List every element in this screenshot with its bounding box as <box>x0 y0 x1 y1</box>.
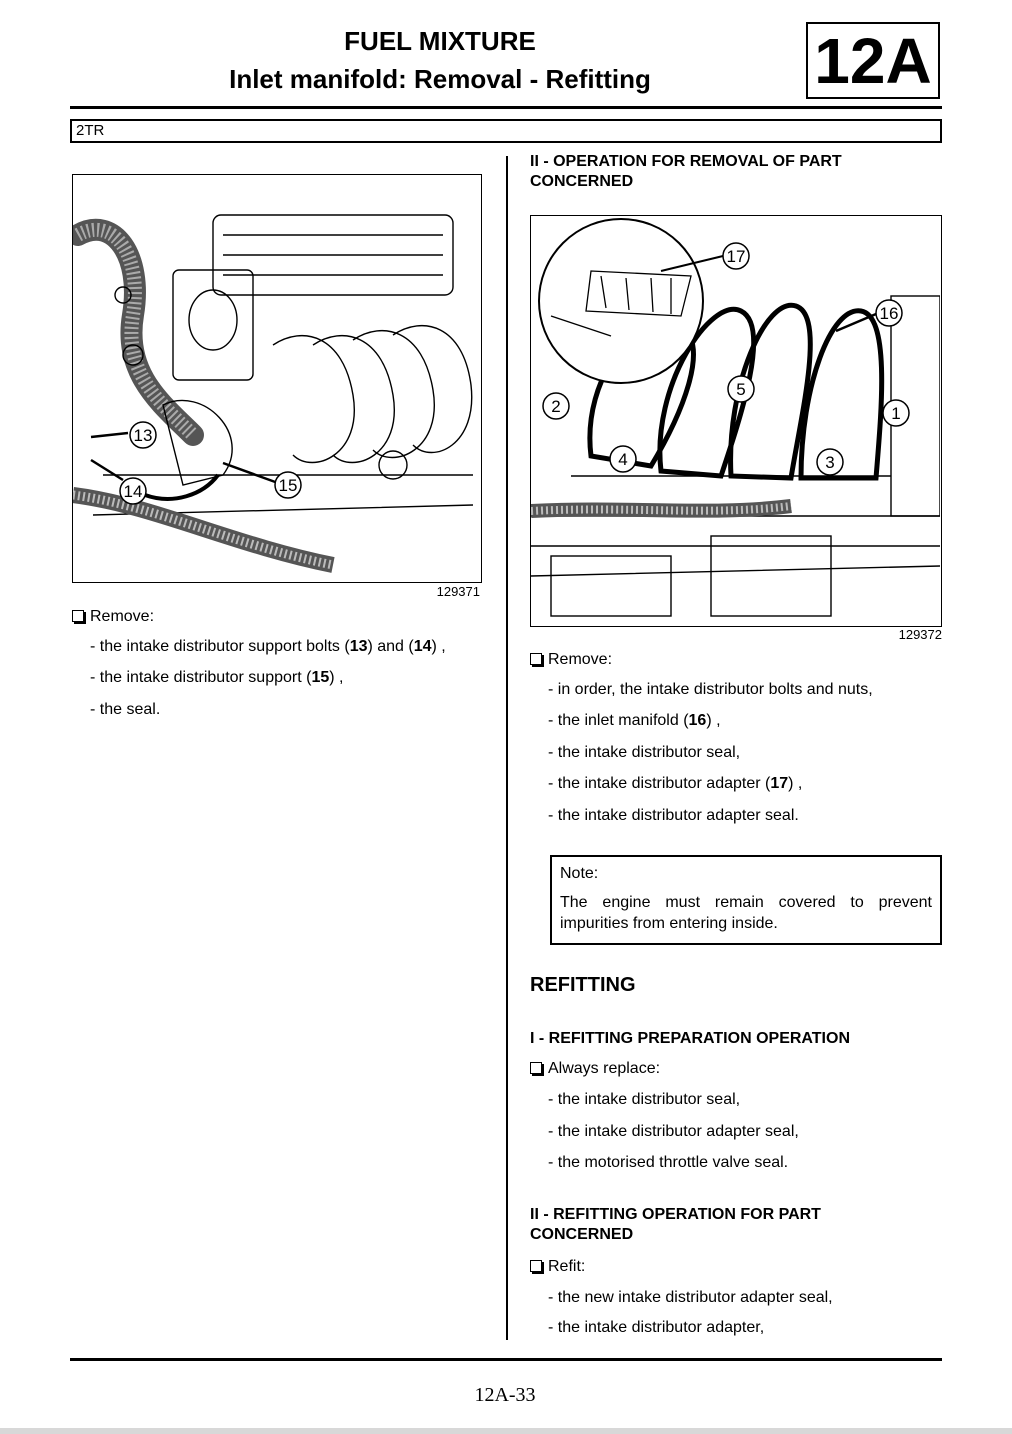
left-remove-item-3: - the seal. <box>90 701 161 718</box>
svg-text:13: 13 <box>133 426 153 445</box>
svg-text:14: 14 <box>123 482 143 501</box>
prep-operation-heading: I - REFITTING PREPARATION OPERATION <box>530 1030 850 1047</box>
figure-right-manifold-drawing <box>530 215 942 627</box>
section-code-box: 12A <box>806 22 940 99</box>
left-remove-item-1: - the intake distributor support bolts (13) and (14) , <box>90 638 446 655</box>
note-label: Note: <box>560 865 599 882</box>
section-title: FUEL MIXTURE <box>344 26 536 56</box>
manifold-illustration <box>531 216 940 625</box>
removal-operation-heading: II - OPERATION FOR REMOVAL OF PART CONCERNED <box>530 153 842 190</box>
figure-left-engine-drawing <box>72 174 482 583</box>
refit-item-2: - the intake distributor adapter, <box>548 1319 765 1336</box>
left-remove-item-2: - the intake distributor support (15) , <box>90 669 344 686</box>
page-bottom-edge <box>0 1428 1012 1434</box>
replace-item-1: - the intake distributor seal, <box>548 1091 741 1108</box>
replace-item-2: - the intake distributor adapter seal, <box>548 1123 799 1140</box>
right-remove-item-3: - the intake distributor seal, <box>548 744 741 761</box>
column-divider <box>506 156 508 1340</box>
right-remove-item-4: - the intake distributor adapter (17) , <box>548 775 803 792</box>
vehicle-label-box <box>70 119 942 143</box>
vehicle-label: 2TR <box>76 122 105 139</box>
checkbox-bullet-icon <box>530 1260 542 1272</box>
page-number: 12A-33 <box>474 1384 536 1406</box>
svg-text:3: 3 <box>825 453 835 472</box>
left-remove-heading: Remove: <box>72 608 154 626</box>
note-text: The engine must remain covered to prevent impurities from entering inside. <box>560 894 932 932</box>
refit-heading: Refit: <box>530 1258 585 1276</box>
svg-text:4: 4 <box>618 450 628 469</box>
note-box <box>550 855 942 945</box>
callout-3 <box>817 449 843 475</box>
replace-item-3: - the motorised throttle valve seal. <box>548 1154 789 1171</box>
header-rule <box>70 106 942 109</box>
checkbox-bullet-icon <box>72 610 84 622</box>
right-remove-item-1: - in order, the intake distributor bolts and nuts, <box>548 681 873 698</box>
footer-rule <box>70 1358 942 1361</box>
right-remove-item-5: - the intake distributor adapter seal. <box>548 807 799 824</box>
checkbox-bullet-icon <box>530 653 542 665</box>
svg-text:17: 17 <box>726 247 746 266</box>
svg-text:15: 15 <box>278 476 298 495</box>
checkbox-bullet-icon <box>530 1062 542 1074</box>
right-remove-heading: Remove: <box>530 651 612 669</box>
callout-1 <box>883 400 909 426</box>
callout-13 <box>91 422 156 448</box>
refit-item-1: - the new intake distributor adapter seal, <box>548 1289 833 1306</box>
svg-text:1: 1 <box>891 404 901 423</box>
figure-left-number: 129371 <box>436 584 480 599</box>
page-title: Inlet manifold: Removal - Refitting <box>229 64 651 94</box>
replace-heading: Always replace: <box>530 1060 660 1078</box>
svg-text:5: 5 <box>736 380 746 399</box>
callout-5 <box>728 376 754 402</box>
svg-text:16: 16 <box>879 304 899 323</box>
callout-2 <box>543 393 569 419</box>
callout-15 <box>223 463 301 498</box>
right-remove-item-2: - the inlet manifold (16) , <box>548 712 721 729</box>
callout-4 <box>610 446 636 472</box>
figure-right-number: 129372 <box>898 627 942 642</box>
svg-text:2: 2 <box>551 397 561 416</box>
refit-operation-heading: II - REFITTING OPERATION FOR PART CONCERNED <box>530 1206 821 1243</box>
refitting-heading: REFITTING <box>530 974 636 996</box>
engine-support-illustration <box>73 175 480 581</box>
